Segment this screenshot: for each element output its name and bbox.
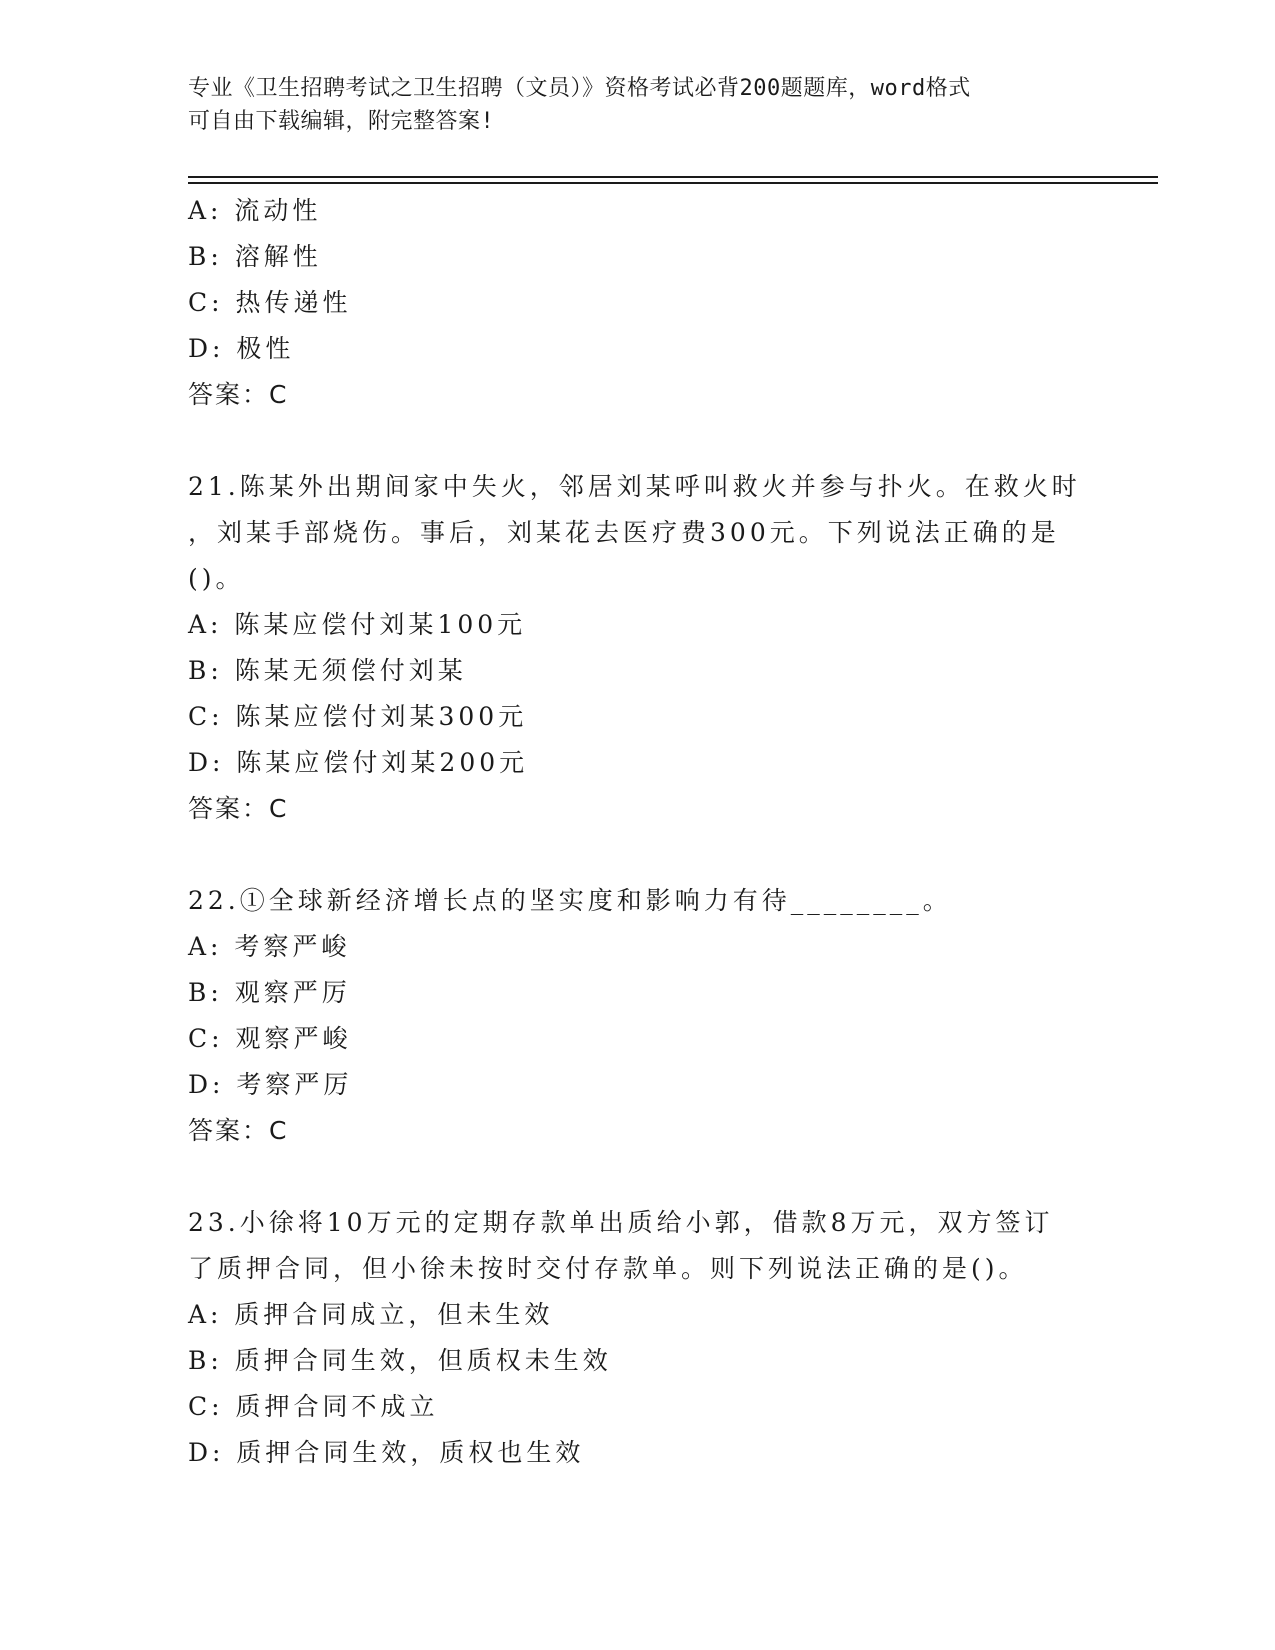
question-stem-line: 21.陈某外出期间家中失火，邻居刘某呼叫救火并参与扑火。在救火时: [188, 472, 1081, 501]
question-stem-line: ，刘某手部烧伤。事后，刘某花去医疗费300元。下列说法正确的是: [188, 518, 1060, 547]
question-stem-line: 23.小徐将10万元的定期存款单出质给小郭，借款8万元，双方签订: [188, 1208, 1054, 1237]
question-23: [188, 1200, 1088, 1476]
option-a: A: 流动性: [188, 196, 322, 225]
document-header: [188, 72, 1068, 138]
question-stem-line: 了质押合同，但小徐未按时交付存款单。则下列说法正确的是()。: [188, 1254, 1028, 1283]
header-line-2: 可自由下载编辑，附完整答案!: [188, 109, 495, 134]
question-21: [188, 464, 1088, 832]
option-c: C: 陈某应偿付刘某300元: [188, 702, 528, 731]
question-stem-line: ()。: [188, 564, 245, 593]
option-b: B: 溶解性: [188, 242, 322, 271]
option-c: C: 热传递性: [188, 288, 352, 317]
option-a: A: 考察严峻: [188, 932, 351, 961]
answer: 答案：C: [188, 794, 289, 823]
question-stem-line: 22.①全球新经济增长点的坚实度和影响力有待________。: [188, 886, 952, 915]
option-b: B: 观察严厉: [188, 978, 351, 1007]
option-d: D: 考察严厉: [188, 1070, 353, 1099]
answer: 答案：C: [188, 1116, 289, 1145]
header-rule-bottom: [188, 182, 1158, 184]
option-a: A: 质押合同成立，但未生效: [188, 1300, 554, 1329]
question-22: [188, 878, 1088, 1154]
header-rule-top: [188, 176, 1158, 178]
option-b: B: 质押合同生效，但质权未生效: [188, 1346, 612, 1375]
option-a: A: 陈某应偿付刘某100元: [188, 610, 527, 639]
question-content: [188, 188, 1088, 1476]
header-line-1: 专业《卫生招聘考试之卫生招聘（文员）》资格考试必背200题题库，word格式: [188, 76, 971, 101]
option-b: B: 陈某无须偿付刘某: [188, 656, 467, 685]
option-d: D: 质押合同生效，质权也生效: [188, 1438, 585, 1467]
answer: 答案：C: [188, 380, 289, 409]
option-c: C: 质押合同不成立: [188, 1392, 439, 1421]
option-d: D: 极性: [188, 334, 295, 363]
option-c: C: 观察严峻: [188, 1024, 352, 1053]
question-20-options: [188, 188, 1088, 418]
option-d: D: 陈某应偿付刘某200元: [188, 748, 529, 777]
